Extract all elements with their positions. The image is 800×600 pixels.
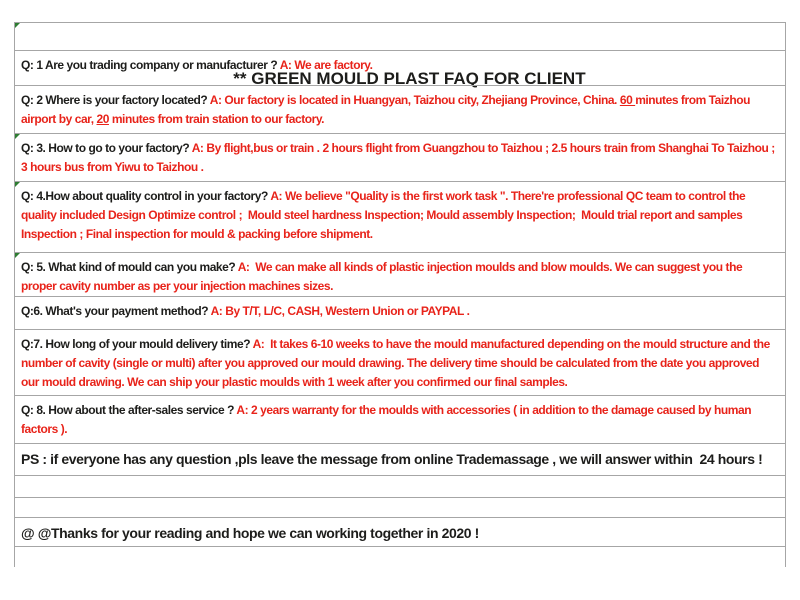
question-text: Q: 2 Where is your factory located? [21,93,210,107]
answer-text: A: Our factory is located in Huangyan, Taizhou city, Zhejiang Province, China. [209,93,620,107]
faq-row-thanks [15,518,785,547]
faq-row-q6 [15,297,785,330]
answer-text: A: 2 years warranty for the moulds with accessories ( in addition to the damage caused by human factors ). [21,403,755,436]
answer-text: 20 [96,112,109,126]
question-text: @ @Thanks for your reading and hope we can working together in 2020 ! [21,525,479,541]
faq-row-empty-1 [15,476,785,498]
faq-row-q3 [15,134,785,182]
question-text: Q: 3. How to go to your factory? [21,141,192,155]
faq-row-q7 [15,330,785,396]
answer-text: 60 [619,93,636,107]
answer-text: minutes from Taizhou airport by car, [21,93,753,126]
answer-text: A: We believe "Quality is the first work task ". There're professional QC team to control the quality included Design Optimize control ; Mould steel hardness Inspection; Mould assembly Inspection; Mould trial report and samples Inspection ; Final inspection for mould & packing before shipment. [21,189,749,241]
answer-text: A: We can make all kinds of plastic injection moulds and blow moulds. We can suggest you the proper cavity number as per your injection machines sizes. [21,260,746,293]
question-text: Q: 5. What kind of mould can you make? [21,260,238,274]
faq-row-ps [15,444,785,476]
cell-comment-marker [15,134,20,139]
cell-comment-marker [15,182,20,187]
page-title: ** GREEN MOULD PLAST FAQ FOR CLIENT [233,69,586,88]
answer-text: A: We are factory. [279,58,373,72]
cell-comment-marker [15,253,20,258]
faq-row-q4 [15,182,785,253]
faq-row-q1 [15,51,785,86]
faq-row-empty-2 [15,498,785,518]
cell-comment-marker [15,23,20,28]
answer-text: A: It takes 6-10 weeks to have the mould manufactured depending on the mould structure and the number of cavity (single or multi) after you approved our mould drawing. The delivery time should be calculated from the date you approved our mould drawing. We can ship your plastic moulds with 1 week after you confirmed our final samples. [21,337,773,389]
faq-rows-container [15,51,785,547]
faq-row-q8 [15,396,785,444]
answer-text: A: By T/T, L/C, CASH, Western Union or PAYPAL . [210,304,470,318]
faq-sheet [14,22,786,567]
faq-row-q5 [15,253,785,297]
question-text: Q: 8. How about the after-sales service ? [21,403,237,417]
faq-row-q2 [15,86,785,134]
question-text: Q:6. What's your payment method? [21,304,211,318]
question-text: Q: 4.How about quality control in your factory? [21,189,271,203]
question-text: PS : if everyone has any question ,pls leave the message from online Trademassage , we will answer within 24 hours ! [21,451,763,467]
question-text: Q: 1 Are you trading company or manufacturer ? [21,58,280,72]
question-text: Q:7. How long of your mould delivery time? [21,337,253,351]
answer-text: minutes from train station to our factory. [108,112,325,126]
answer-text: A: By flight,bus or train . 2 hours flight from Guangzhou to Taizhou ; 2.5 hours train from Shanghai To Taizhou ; 3 hours bus from Yiwu to Taizhou . [21,141,778,174]
partial-empty-row [15,547,785,567]
